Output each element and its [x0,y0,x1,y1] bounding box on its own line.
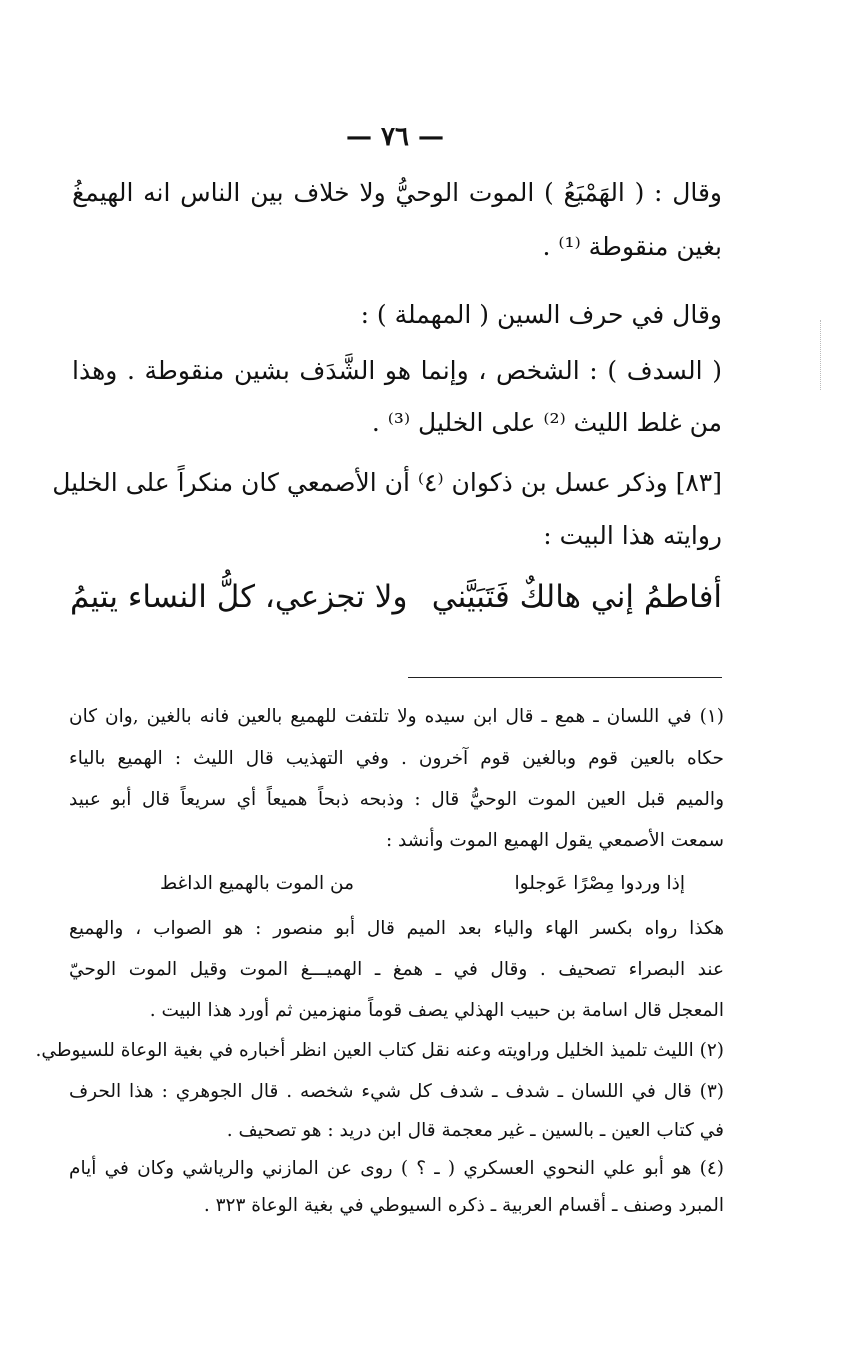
main-text-line: وقال : ( الهَمْيَعُ ) الموت الوحيُّ ولا خلاف بين الناس انه الهيمغُ [72,178,722,207]
footnote-line: سمعت الأصمعي يقول الهميع الموت وأنشد : [385,830,724,851]
footnote-separator [408,677,722,678]
footnote-3-continued: في كتاب العين ـ بالسين ـ غير معجمة قال ابن دريد : هو تصحيف . [226,1120,724,1141]
verse-second-hemistich: ولا تجزعي، كلُّ النساء يتيمُ [70,579,408,615]
footnote-line: عند البصراء تصحيف . وقال في ـ همغ ـ الهميـــغ الموت وقيل الموت الوحيّ [69,959,724,980]
main-text-line: ( السدف ) : الشخص ، وإنما هو الشَّدَف بشين منقوطة . وهذا [72,356,722,385]
footnote-verse-first: إذا وردوا مِصْرًا عَوجلوا [514,873,685,894]
footnote-4: (٤) هو أبو علي النحوي العسكري ( ـ ؟ ) روى عن المازني والرياشي وكان في أيام [69,1158,724,1179]
page-edge-mark [820,320,821,390]
footnote-4-continued: المبرد وصنف ـ أقسام العربية ـ ذكره السيوطي في بغية الوعاة ٣٢٣ . [203,1195,724,1216]
footnote-line: والميم قبل العين الموت الوحيُّ قال : وذبحه ذبحاً هميعاً أي سريعاً قال أبو عبيد [69,789,724,810]
footnote-verse-second: من الموت بالهميع الداغط [160,873,355,894]
footnote-verse [160,873,685,894]
footnote-2: (٢) الليث تلميذ الخليل وراويته وعنه نقل كتاب العين انظر أخباره في بغية الوعاة للسيوطي. [35,1040,724,1061]
verse-first-hemistich: أفاطمُ إني هالكٌ فَتَبَيَّني [431,579,722,615]
main-text-line: [٨٣] وذكر عسل بن ذكوان ⁽٤⁾ أن الأصمعي كان منكراً على الخليل [52,468,722,497]
footnote-line: المعجل قال اسامة بن حبيب الهذلي يصف قوماً منهزمين ثم أورد هذا البيت . [149,1000,724,1021]
poem-verse [70,572,722,622]
main-text-line: روايته هذا البيت : [543,521,722,550]
footnote-line: (١) في اللسان ـ همع ـ قال ابن سيده ولا تلتفت للهميع بالعين فانه بالغين ,وان كان [69,706,724,727]
page-number: — ٧٦ — [345,122,445,152]
main-text-line: بغين منقوطة ⁽¹⁾ . [542,232,722,261]
main-text-line: من غلط الليث ⁽²⁾ على الخليل ⁽³⁾ . [371,408,722,437]
main-text-line: وقال في حرف السين ( المهملة ) : [360,300,722,329]
footnote-line: حكاه بالعين قوم وبالغين قوم آخرون . وفي التهذيب قال الليث : الهميع بالياء [69,748,724,769]
footnote-line: هكذا رواه بكسر الهاء والياء بعد الميم قال أبو منصور : هو الصواب ، والهميع [69,918,724,939]
footnote-3: (٣) قال في اللسان ـ شدف ـ شدف كل شيء شخصه . قال الجوهري : هذا الحرف [69,1081,724,1102]
